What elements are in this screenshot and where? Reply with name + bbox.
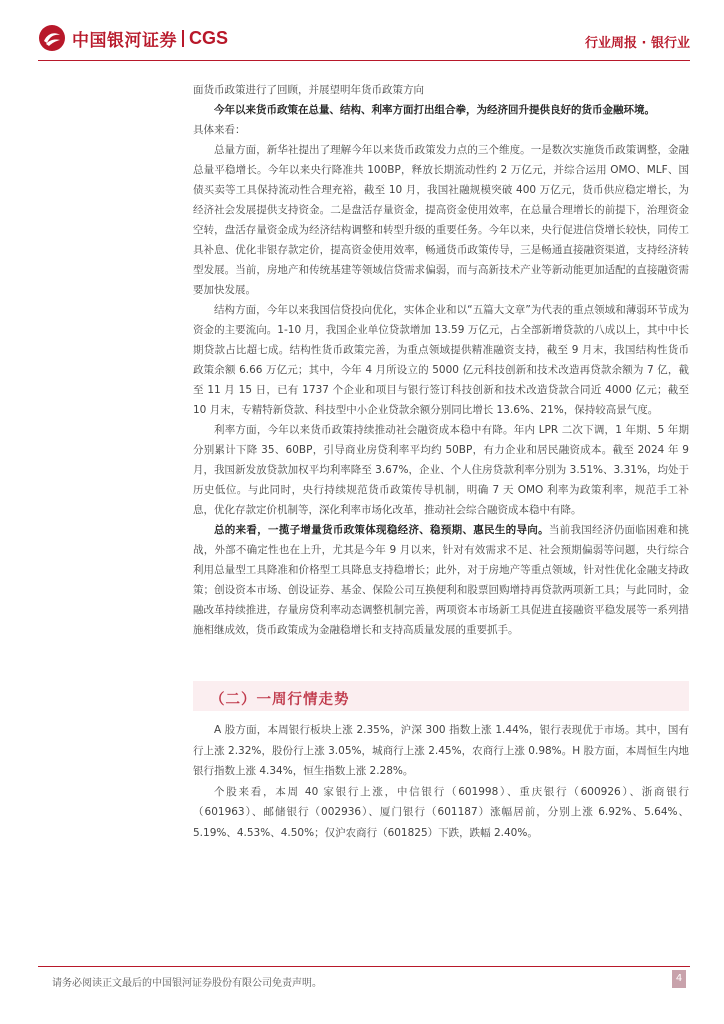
footer-disclaimer: 请务必阅读正文最后的中国银河证券股份有限公司免责声明。 (52, 978, 322, 989)
paragraph-market-stocks: 个股来看，本周 40 家银行上涨，中信银行（601998）、重庆银行（600926）、浙商银行（601963）、邮储银行（002936）、厦门银行（601187）涨幅居前，分别上涨 6.92%、5.64%、5.19%、4.53%、4.50%；仅沪农商行（601825）下跌，跌幅 2.40%。 (193, 785, 689, 839)
conclusion-bold: 总的来看，一揽子增量货币政策体现稳经济、稳预期、惠民生的导向。 (214, 524, 549, 536)
brand-logo (38, 24, 228, 52)
paragraph-summary: 今年以来货币政策在总量、结构、利率方面打出组合拳，为经济回升提供良好的货币金融环境。 (214, 104, 655, 116)
paragraph-total: 总量方面，新华社提出了理解今年以来货币政策发力点的三个维度。一是数次实施货币政策调整，金融总量平稳增长。今年以来央行降准共 100BP，释放长期流动性约 2 万亿元，并综合运用 OMO、MLF、国债买卖等工具保持流动性合理充裕，截至 10 月，我国社融规模突破 400 万亿元，货币供应稳定增长，为经济社会发展提供支持资金。二是盘活存量资金，提高资金使用效率，在总量合理增长的前提下，治理资金空转，盘活存量资金成为经济结构调整和转型升级的重要任务。今年以来，央行促进信贷增长较快，同传工具补息、优化非银存款定价，提高资金使用效率，畅通货币政策传导，三是畅通直接融资渠道，支持经济转型发展。当前，房地产和传统基建等领域信贷需求偏弱，而与高新技术产业等新动能更加适配的直接融资需要加快发展。 (193, 144, 689, 296)
paragraph-market-index: A 股方面，本周银行板块上涨 2.35%，沪深 300 指数上涨 1.44%，银行表现优于市场。其中，国有行上涨 2.32%，股份行上涨 3.05%，城商行上涨 2.45%，农商行上涨 0.98%。H 股方面，本周恒生内地银行指数上涨 4.34%，恒生指数上涨 2.28%。 (193, 724, 689, 777)
market-section (193, 720, 689, 843)
paragraph-rate: 利率方面，今年以来货币政策持续推动社会融资成本稳中有降。年内 LPR 二次下调，1 年期、5 年期分别累计下降 35、60BP，引导商业房贷利率平均约 50BP，有力企业和居民融资成本。截至 2024 年 9 月，我国新发放贷款加权平均利率降至 3.67%，企业、个人住房贷款利率分别为 3.51%、3.31%，均处于历史低位。与此同时，央行持续规范货币政策传导机制，明确 7 天 OMO 利率为政策利率，规范手工补息，优化存款定价机制等，深化利率市场化改革，推动社会综合融资成本稳中有降。 (193, 424, 689, 516)
paragraph-conclusion (193, 520, 689, 640)
main-body (193, 80, 689, 640)
conclusion-text: 当前我国经济仍面临困难和挑战，外部不确定性也在上升，尤其是今年 9 月以来，针对有效需求不足、社会预期偏弱等问题，央行综合利用总量型工具降准和价格型工具降息支持稳增长；此外，对于房地产等重点领域，针对性优化金融支持政策；创设资本市场、创设证券、基金、保险公司互换便利和股票回购增持再贷款两项新工具；与此同时，金融改革持续推进，存量房贷利率动态调整机制完善，两项资本市场新工具促进直接融资平稳发展等一系列措施相继成效，货币政策成为金融稳增长和支持高质量发展的重要抓手。 (193, 524, 690, 636)
page-header (0, 0, 724, 70)
header-divider (38, 60, 690, 61)
page-number: 4 (672, 970, 686, 988)
brand-name-en: CGS (189, 27, 229, 48)
paragraph-lead: 具体来看： (193, 124, 246, 136)
brand-name-cn: 中国银河证券 (72, 30, 177, 51)
paragraph-structure: 结构方面，今年以来我国信贷投向优化，实体企业和以“五篇大文章”为代表的重点领域和薄弱环节成为资金的主要流向。1-10 月，我国企业单位贷款增加 13.59 万亿元，占全部新增贷款的八成以上，其中中长期贷款占比超七成。结构性货币政策完善，为重点领域提供精准融资支持，截至 9 月末，我国结构性货币政策余额 6.66 万亿元；其中，今年 4 月所设立的 5000 亿元科技创新和技术改造再贷款余额为 7 亿，截至 11 月 15 日，已有 1737 个企业和项目与银行签订科技创新和技术改造贷款合同近 4000 亿元；截至 10 月末，专精特新贷款、科技型中小企业贷款余额分别同比增长 13.6%、21%，保持较高景气度。 (193, 304, 689, 416)
paragraph-intro: 面货币政策进行了回顾，并展望明年货币政策方向 (193, 84, 424, 96)
cgs-logo-icon (38, 24, 66, 52)
report-category: 行业周报 · 银行业 (585, 36, 690, 51)
footer-divider (38, 966, 690, 967)
brand-separator (182, 30, 184, 47)
section-heading: （二）一周行情走势 (210, 692, 350, 708)
